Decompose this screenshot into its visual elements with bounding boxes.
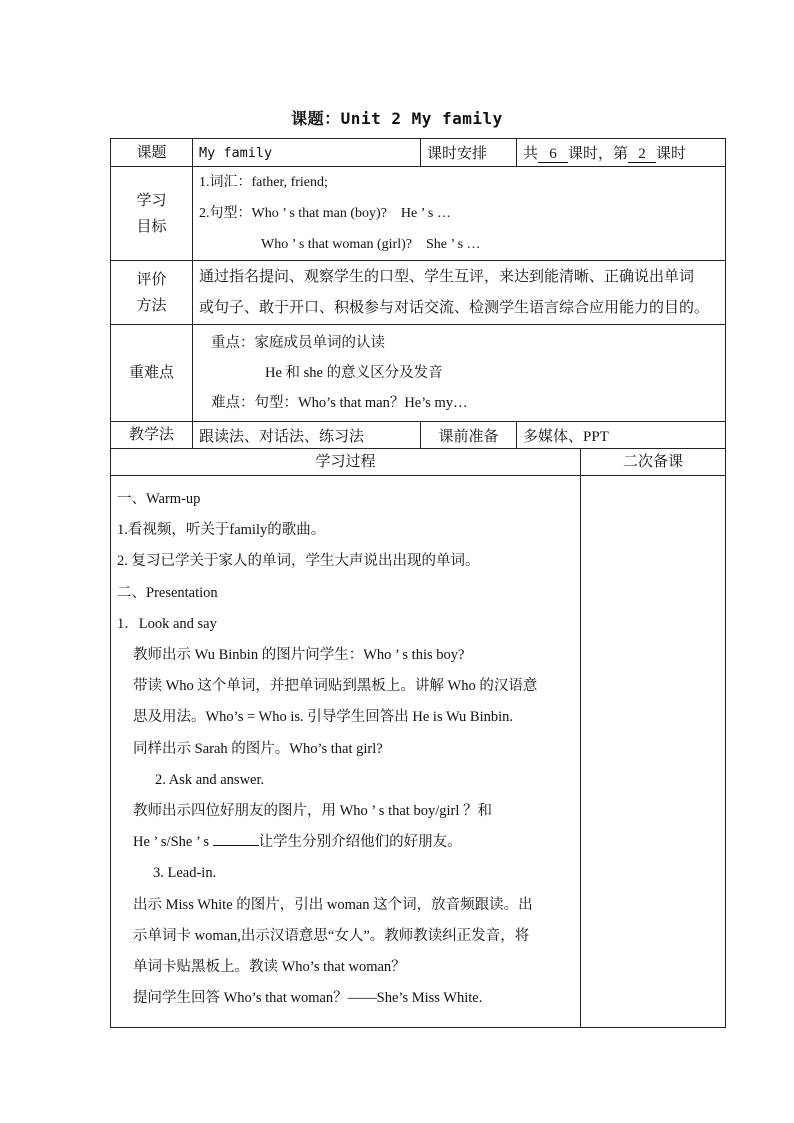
evaluation-content: 通过指名提问、观察学生的口型、学生互评，来达到能清晰、正确说出单词 或句子、敢于开口、积极参与对话交流、检测学生语言综合应用能力的目的。 [193, 261, 726, 325]
current-lesson: 2 [628, 147, 656, 163]
objectives-row [111, 167, 726, 261]
method-row [111, 422, 726, 449]
objective-sentence-2: Who ’ s that woman (girl)? She ’ s … [261, 237, 481, 252]
total-lessons: 6 [538, 147, 568, 163]
objective-sentence-1: 2.句型：Who ’ s that man (boy)? He ’ s … [199, 206, 451, 221]
method-label: 教学法 [111, 422, 193, 449]
evaluation-row [111, 261, 726, 325]
key-points-row [111, 325, 726, 422]
topic-label: 课题 [111, 139, 193, 167]
process-header-row [111, 449, 726, 476]
schedule-label: 课时安排 [421, 139, 517, 167]
method-value: 跟读法、对话法、练习法 [193, 422, 421, 449]
objective-vocab: 1.词汇：father, friend; [199, 175, 328, 190]
topic-row [111, 139, 726, 167]
prep-label: 课前准备 [421, 422, 517, 449]
topic-value: My family [193, 139, 421, 167]
key-points-content: 重点：家庭成员单词的认读 He 和 she 的意义区分及发音 难点：句型：Who’s that man？He’s my… [193, 325, 726, 422]
prep-value: 多媒体、PPT [517, 422, 726, 449]
schedule-value: 共 6 课时，第 2 课时 [517, 139, 726, 167]
page-title: 课题：Unit 2 My family [291, 109, 503, 128]
key-points-label: 重难点 [111, 325, 193, 422]
section-presentation: 二、Presentation [117, 584, 218, 601]
side-notes-column [581, 476, 726, 1028]
objectives-content [193, 167, 726, 261]
process-content: 一、Warm-up 1.看视频，听关于family的歌曲。 2. 复习已学关于家人的单词，学生大声说出出现的单词。 二、Presentation 1．Look and say 教师出示 Wu Binbin 的图片问学生：Who ’ s this boy? 带读 Who 这个单词，并把单词贴到黑板上。讲解 Who 的汉语意 思及用法。Who’s = Who is. 引导学生回答出 He is Wu Binbin. 同样出示 Sarah 的图片。Who’s that girl? 2. Ask and answer. 教师出示四位好朋友的图片，用 Who ’ s that boy/girl ？和 He ’ s/She ’ s 让学生分别介绍他们的好朋友。 3. Lead-in. 出示 Miss White 的图片，引出 woman 这个词，放音频跟读。出 示单词卡 woman,出示汉语意思“女人”。教师教读纠正发音，将 单词卡贴黑板上。教读 Who’s that woman？ 提问学生回答 Who’s that woman？——She’s Miss White. [111, 476, 581, 1028]
side-header: 二次备课 [581, 449, 726, 476]
process-row [111, 476, 726, 1028]
fill-blank [213, 845, 259, 846]
lesson-plan-table [110, 138, 726, 1028]
process-header: 学习过程 [111, 449, 581, 476]
objectives-label: 学习 目标 [111, 167, 193, 261]
section-warmup: 一、Warm-up [117, 491, 201, 507]
evaluation-label: 评价 方法 [111, 261, 193, 325]
